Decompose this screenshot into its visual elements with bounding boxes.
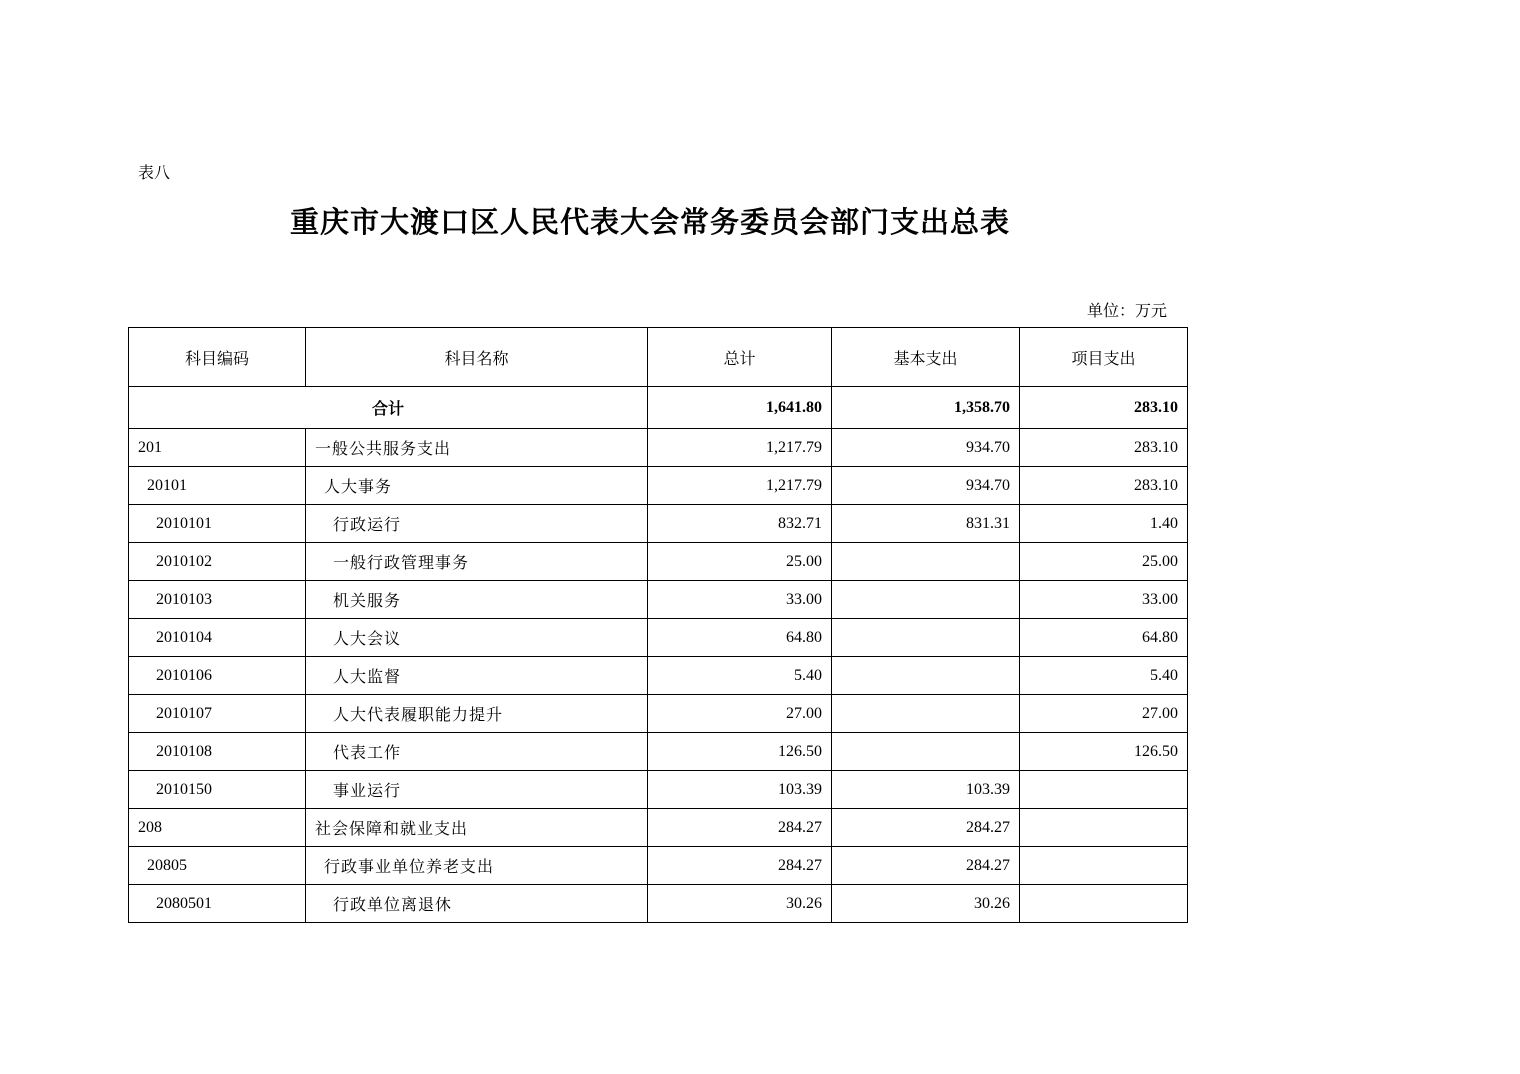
table-row — [129, 581, 1188, 619]
cell-basic: 103.39 — [832, 771, 1020, 809]
cell-name: 行政事业单位养老支出 — [306, 847, 648, 885]
total-label: 合计 — [129, 387, 648, 429]
total-sum: 1,641.80 — [648, 387, 832, 429]
cell-name: 机关服务 — [306, 581, 648, 619]
header-row — [129, 328, 1188, 387]
header-name: 科目名称 — [306, 328, 648, 387]
cell-code: 2010104 — [129, 619, 306, 657]
cell-name: 一般行政管理事务 — [306, 543, 648, 581]
cell-project: 25.00 — [1020, 543, 1188, 581]
cell-basic — [832, 695, 1020, 733]
table-row — [129, 771, 1188, 809]
cell-basic: 284.27 — [832, 847, 1020, 885]
cell-basic — [832, 733, 1020, 771]
cell-project: 27.00 — [1020, 695, 1188, 733]
total-basic: 1,358.70 — [832, 387, 1020, 429]
expense-table — [128, 327, 1188, 923]
table-row — [129, 505, 1188, 543]
cell-code: 2010108 — [129, 733, 306, 771]
cell-code: 2010107 — [129, 695, 306, 733]
table-label: 表八 — [138, 163, 171, 182]
table-row — [129, 467, 1188, 505]
cell-code: 20805 — [129, 847, 306, 885]
header-basic: 基本支出 — [832, 328, 1020, 387]
cell-basic — [832, 543, 1020, 581]
cell-code: 2010106 — [129, 657, 306, 695]
cell-total: 1,217.79 — [648, 429, 832, 467]
cell-project — [1020, 771, 1188, 809]
cell-code: 2010101 — [129, 505, 306, 543]
cell-code: 208 — [129, 809, 306, 847]
cell-total: 284.27 — [648, 809, 832, 847]
table-row — [129, 809, 1188, 847]
cell-total: 103.39 — [648, 771, 832, 809]
cell-total: 27.00 — [648, 695, 832, 733]
cell-name: 社会保障和就业支出 — [306, 809, 648, 847]
header-project: 项目支出 — [1020, 328, 1188, 387]
table-row — [129, 619, 1188, 657]
cell-total: 33.00 — [648, 581, 832, 619]
cell-code: 20101 — [129, 467, 306, 505]
cell-basic — [832, 657, 1020, 695]
cell-basic — [832, 581, 1020, 619]
cell-total: 284.27 — [648, 847, 832, 885]
cell-name: 人大会议 — [306, 619, 648, 657]
table-row — [129, 733, 1188, 771]
cell-total: 1,217.79 — [648, 467, 832, 505]
cell-total: 30.26 — [648, 885, 832, 923]
cell-basic: 934.70 — [832, 467, 1020, 505]
table-row — [129, 429, 1188, 467]
cell-name: 行政单位离退休 — [306, 885, 648, 923]
cell-basic: 934.70 — [832, 429, 1020, 467]
cell-project: 126.50 — [1020, 733, 1188, 771]
cell-project — [1020, 809, 1188, 847]
cell-name: 事业运行 — [306, 771, 648, 809]
cell-project: 33.00 — [1020, 581, 1188, 619]
table-row — [129, 657, 1188, 695]
table-row — [129, 847, 1188, 885]
cell-project: 64.80 — [1020, 619, 1188, 657]
cell-project: 5.40 — [1020, 657, 1188, 695]
cell-total: 832.71 — [648, 505, 832, 543]
cell-project: 283.10 — [1020, 429, 1188, 467]
cell-name: 人大代表履职能力提升 — [306, 695, 648, 733]
cell-name: 一般公共服务支出 — [306, 429, 648, 467]
table-row — [129, 695, 1188, 733]
total-row — [129, 387, 1188, 429]
cell-code: 2080501 — [129, 885, 306, 923]
cell-project: 283.10 — [1020, 467, 1188, 505]
header-code: 科目编码 — [129, 328, 306, 387]
total-project: 283.10 — [1020, 387, 1188, 429]
cell-name: 人大监督 — [306, 657, 648, 695]
cell-project — [1020, 847, 1188, 885]
cell-project: 1.40 — [1020, 505, 1188, 543]
cell-basic — [832, 619, 1020, 657]
table-row — [129, 543, 1188, 581]
cell-project — [1020, 885, 1188, 923]
cell-total: 25.00 — [648, 543, 832, 581]
cell-name: 行政运行 — [306, 505, 648, 543]
cell-code: 2010103 — [129, 581, 306, 619]
cell-code: 2010150 — [129, 771, 306, 809]
cell-code: 2010102 — [129, 543, 306, 581]
cell-total: 5.40 — [648, 657, 832, 695]
unit-label: 单位：万元 — [1087, 301, 1168, 320]
document-title: 重庆市大渡口区人民代表大会常务委员会部门支出总表 — [290, 205, 1011, 239]
cell-name: 代表工作 — [306, 733, 648, 771]
cell-basic: 30.26 — [832, 885, 1020, 923]
table-row — [129, 885, 1188, 923]
cell-basic: 284.27 — [832, 809, 1020, 847]
cell-code: 201 — [129, 429, 306, 467]
cell-total: 64.80 — [648, 619, 832, 657]
cell-total: 126.50 — [648, 733, 832, 771]
header-total: 总计 — [648, 328, 832, 387]
cell-basic: 831.31 — [832, 505, 1020, 543]
cell-name: 人大事务 — [306, 467, 648, 505]
